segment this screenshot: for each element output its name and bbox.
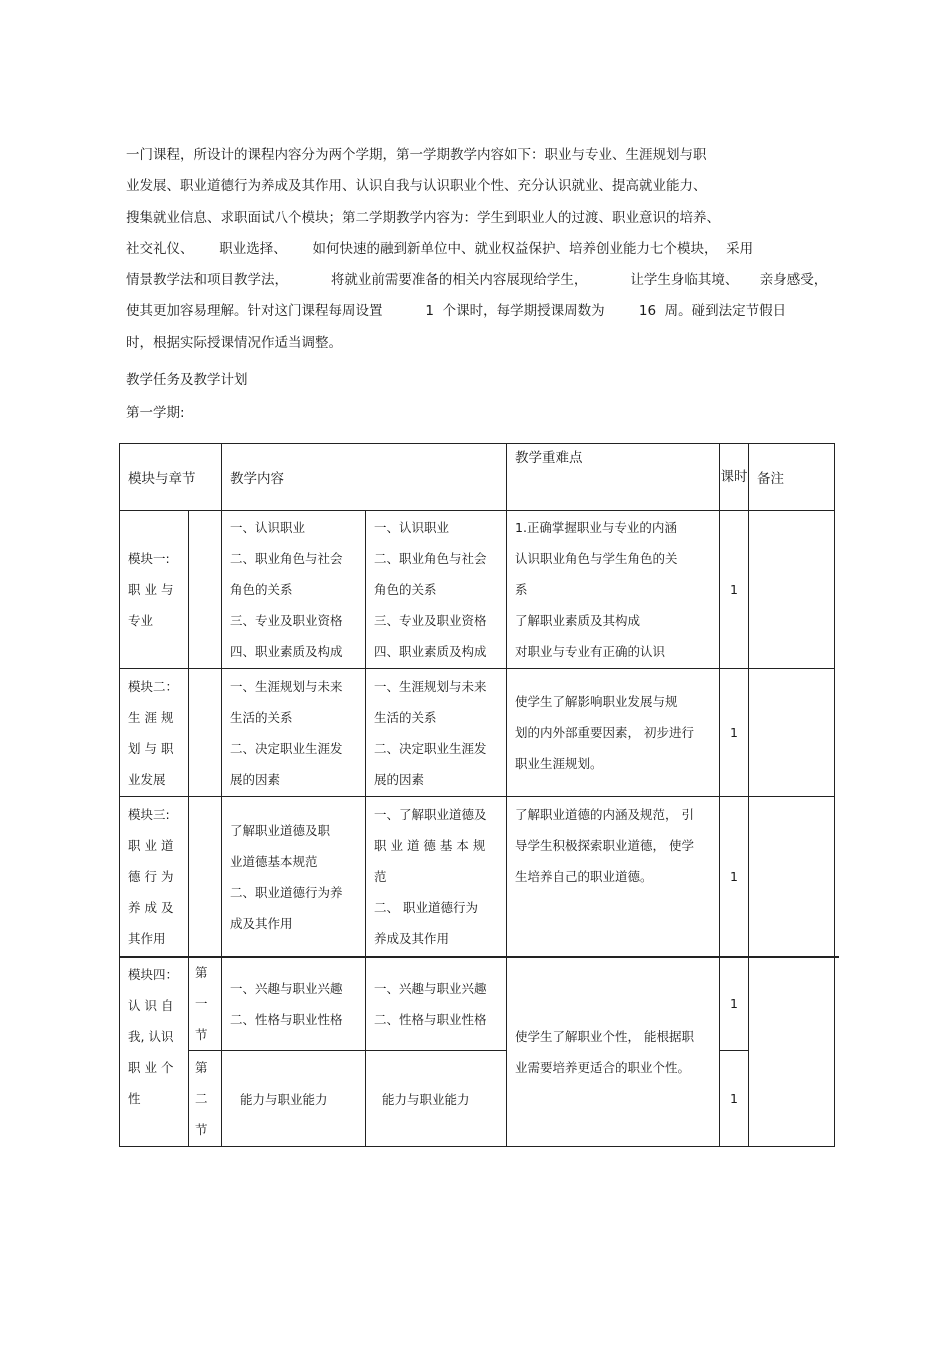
focus-cell: 了解职业道德的内涵及规范， 引 导学生积极探索职业道德， 使学 生培养自己的职业道德。 bbox=[507, 797, 720, 957]
table-row bbox=[120, 669, 835, 797]
content-a-cell: 一、生涯规划与未来 生活的关系 二、决定职业生涯发 展的因素 bbox=[222, 669, 366, 797]
section-cell: 第 二 节 bbox=[189, 1051, 222, 1147]
intro-line: 社交礼仪、 职业选择、 如何快速的融到新单位中、就业权益保护、培养创业能力七个模块， 采用 bbox=[126, 240, 754, 257]
focus-cell: 使学生了解影响职业发展与规 划的内外部重要因素， 初步进行 职业生涯规划。 bbox=[507, 669, 720, 797]
content-a-cell: 了解职业道德及职 业道德基本规范 二、职业道德行为养 成及其作用 bbox=[222, 797, 366, 957]
table-row bbox=[120, 957, 835, 1051]
content-b-cell: 能力与职业能力 bbox=[366, 1051, 507, 1147]
intro-line: 一门课程，所设计的课程内容分为两个学期，第一学期教学内容如下：职业与专业、生涯规划与职 bbox=[126, 147, 707, 163]
focus-cell: 使学生了解职业个性， 能根据职 业需要培养更适合的职业个性。 bbox=[507, 957, 720, 1147]
section-title: 教学任务及教学计划 bbox=[126, 372, 248, 388]
table-divider-line bbox=[119, 956, 839, 958]
intro-line: 情景教学法和项目教学法， 将就业前需要准备的相关内容展现给学生， 让学生身临其境、 亲身感受， bbox=[126, 272, 828, 289]
content-b-cell: 一、生涯规划与未来 生活的关系 二、决定职业生涯发 展的因素 bbox=[366, 669, 507, 797]
hours-cell: 1 bbox=[720, 957, 749, 1051]
hours-cell: 1 bbox=[720, 511, 749, 669]
intro-line: 使其更加容易理解。针对这门课程每周设置 1 个课时，每学期授课周数为 16 周。碰到法定节假日 bbox=[126, 303, 787, 320]
header-notes: 备注 bbox=[749, 444, 835, 511]
table-row bbox=[120, 797, 835, 957]
header-hours: 课时 bbox=[720, 444, 749, 511]
section-cell bbox=[189, 669, 222, 797]
hours-cell: 1 bbox=[720, 669, 749, 797]
intro-line: 时，根据实际授课情况作适当调整。 bbox=[126, 334, 342, 351]
intro-line: 业发展、职业道德行为养成及其作用、认识自我与认识职业个性、充分认识就业、提高就业能力、 bbox=[126, 178, 707, 195]
notes-cell bbox=[749, 511, 835, 669]
table-row bbox=[120, 1051, 835, 1147]
section-cell bbox=[189, 511, 222, 669]
focus-cell: 1.正确掌握职业与专业的内涵 认识职业角色与学生角色的关 系 了解职业素质及其构成 对职业与专业有正确的认识 bbox=[507, 511, 720, 669]
module-cell: 模块一: 职 业 与 专业 bbox=[120, 511, 189, 669]
section-cell bbox=[189, 797, 222, 957]
table-header-row bbox=[120, 444, 835, 511]
content-b-cell: 一、了解职业道德及 职 业 道 德 基 本 规 范 二、 职业道德行为 养成及其作用 bbox=[366, 797, 507, 957]
module-cell: 模块二： 生 涯 规 划 与 职 业发展 bbox=[120, 669, 189, 797]
header-module: 模块与章节 bbox=[120, 444, 222, 511]
module-cell: 模块三: 职 业 道 德 行 为 养 成 及 其作用 bbox=[120, 797, 189, 957]
hours-cell: 1 bbox=[720, 1051, 749, 1147]
hours-cell: 1 bbox=[720, 797, 749, 957]
header-focus: 教学重难点 bbox=[507, 444, 720, 511]
section-cell: 第 一 节 bbox=[189, 957, 222, 1051]
module-cell: 模块四： 认 识 自 我, 认识 职 业 个 性 bbox=[120, 957, 189, 1147]
intro-line: 搜集就业信息、求职面试八个模块；第二学期教学内容为：学生到职业人的过渡、职业意识的培养、 bbox=[126, 209, 720, 226]
content-a-cell: 能力与职业能力 bbox=[222, 1051, 366, 1147]
header-content: 教学内容 bbox=[222, 444, 507, 511]
content-b-cell: 一、认识职业 二、职业角色与社会 角色的关系 三、专业及职业资格 四、职业素质及构成 bbox=[366, 511, 507, 669]
semester-label: 第一学期: bbox=[126, 405, 185, 421]
teaching-plan-table bbox=[119, 443, 835, 1147]
table-row bbox=[120, 511, 835, 669]
content-a-cell: 一、兴趣与职业兴趣 二、性格与职业性格 bbox=[222, 957, 366, 1051]
intro-paragraph bbox=[126, 140, 826, 359]
notes-cell bbox=[749, 669, 835, 797]
notes-cell bbox=[749, 797, 835, 957]
content-a-cell: 一、认识职业 二、职业角色与社会 角色的关系 三、专业及职业资格 四、职业素质及构成 bbox=[222, 511, 366, 669]
notes-cell bbox=[749, 957, 835, 1147]
content-b-cell: 一、兴趣与职业兴趣 二、性格与职业性格 bbox=[366, 957, 507, 1051]
